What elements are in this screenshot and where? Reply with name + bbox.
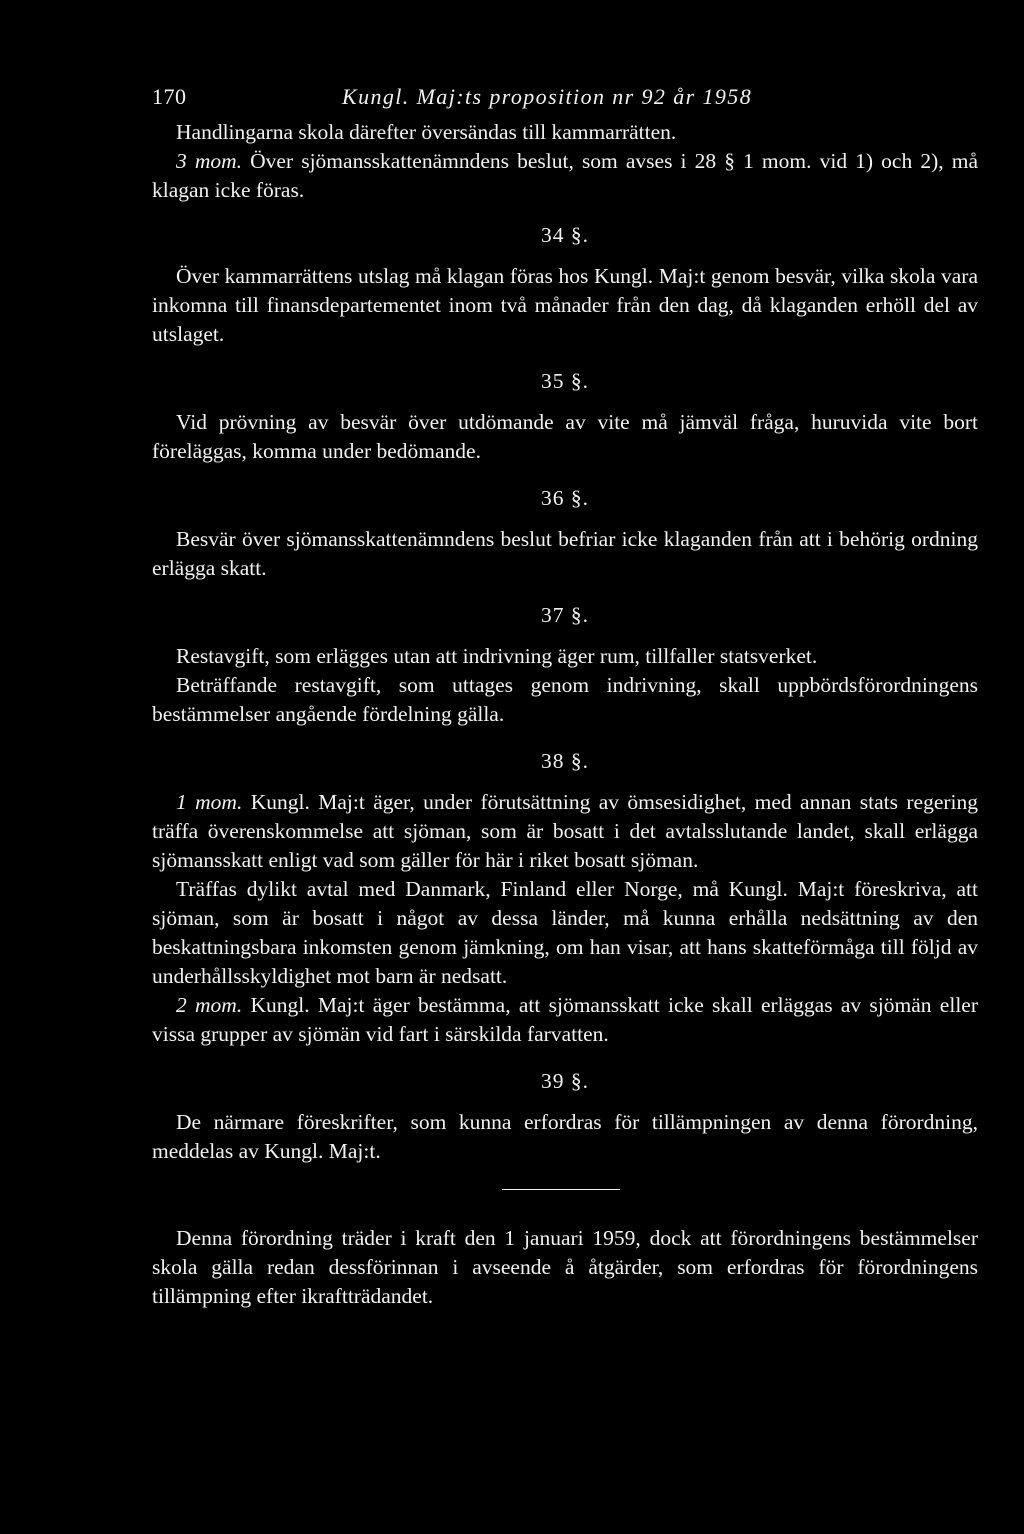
- section-heading-39: 39 §.: [541, 1069, 589, 1093]
- running-header: [152, 84, 942, 118]
- paragraph-text: Över sjömansskattenämndens beslut, som avses i 28 § 1 mom. vid 1) och 2), må klagan icke föras.: [152, 149, 978, 202]
- paragraph-3-mom: [152, 147, 978, 205]
- section-38-paragraph-3: [152, 991, 978, 1049]
- section-37-paragraph-2: Beträffande restavgift, som uttages genom indrivning, skall uppbördsförordningens bestämmelser angående fördelning gälla.: [152, 673, 978, 726]
- mom-label: 3 mom.: [176, 149, 243, 173]
- section-37-paragraph-1: Restavgift, som erlägges utan att indrivning äger rum, tillfaller statsverket.: [176, 644, 818, 668]
- section-36-text: Besvär över sjömansskattenämndens beslut befriar icke klaganden från att i behörig ordning erlägga skatt.: [152, 527, 978, 580]
- paragraph-text: Kungl. Maj:t äger, under förutsättning av ömsesidighet, med annan stats regering träffa överenskommelse att sjöman, som är bosatt i det avtalsslutande landet, skall erlägga sjömansskatt enligt vad som gäller för här i riket bosatt sjöman.: [152, 790, 978, 872]
- paragraph-text: Kungl. Maj:t äger bestämma, att sjömansskatt icke skall erläggas av sjömän eller vissa grupper av sjömän vid fart i särskilda farvatten.: [152, 993, 978, 1046]
- mom-label: 1 mom.: [176, 790, 243, 814]
- page-number: 170: [152, 84, 187, 109]
- section-39-text: De närmare föreskrifter, som kunna erfordras för tillämpningen av denna förordning, meddelas av Kungl. Maj:t.: [152, 1110, 978, 1163]
- section-35-text: Vid prövning av besvär över utdömande av vite må jämväl fråga, huruvida vite bort föreläggas, komma under bedömande.: [152, 410, 978, 463]
- section-34-text: Över kammarrättens utslag må klagan föras hos Kungl. Maj:t genom besvär, vilka skola vara inkomna till finansdepartementet inom två månader från den dag, då klaganden erhöll del av utslaget.: [152, 264, 978, 346]
- paragraph-handlingarna: Handlingarna skola därefter översändas till kammarrätten.: [176, 120, 677, 144]
- final-provision-paragraph: Denna förordning träder i kraft den 1 januari 1959, dock att förordningens bestämmelser skola gälla redan dessförinnan i avseende å åtgärder, som erfordras för förordningens tillämpning efter ikraftträdandet.: [152, 1226, 978, 1308]
- section-38-paragraph-2: Träffas dylikt avtal med Danmark, Finland eller Norge, må Kungl. Maj:t föreskriva, att sjöman, som är bosatt i något av dessa länder, må kunna erhålla nedsättning av den beskattningsbara inkomsten genom jämkning, om han visar, att hans skatteförmåga till följd av underhållsskyldighet mot barn är nedsatt.: [152, 877, 978, 988]
- mom-label: 2 mom.: [176, 993, 243, 1017]
- separator-rule: [502, 1189, 620, 1190]
- section-heading-38: 38 §.: [541, 749, 589, 773]
- document-body: [152, 118, 978, 1311]
- section-heading-35: 35 §.: [541, 369, 589, 393]
- section-heading-34: 34 §.: [541, 223, 589, 247]
- section-heading-36: 36 §.: [541, 486, 589, 510]
- section-38-paragraph-1: [152, 788, 978, 875]
- section-heading-37: 37 §.: [541, 603, 589, 627]
- header-title: Kungl. Maj:ts proposition nr 92 år 1958: [342, 84, 753, 109]
